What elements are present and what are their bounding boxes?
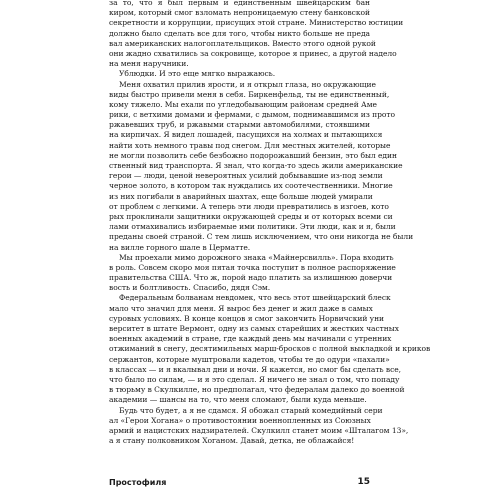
text-line: в роль. Совсем скоро моя пятая точка поступит в полное распоряжение: [109, 262, 396, 272]
text-line: черное золото, в котором так нуждались их соотечественники. Многие: [109, 181, 393, 191]
text-line: от проблем с легкими. А теперь эти люди превратились в изгоев, кото: [109, 201, 389, 211]
text-line: рых проклинали защитники окружающей среды и от которых всеми си: [109, 211, 393, 221]
text-line: академии — шансы на то, что меня сломают, были куда меньше.: [109, 395, 367, 405]
text-line: на кирпичах. Я видел лошадей, пасущихся на холмах и пытающихся: [109, 130, 383, 140]
text-line: в классах — и я вкалывал дни и ночи. Я кажется, но смог бы сделать все,: [109, 364, 402, 374]
text-line: ственный вид транспорта. Я знал, что когда-то здесь жили американские: [109, 161, 403, 170]
text-line: в тюрьму в Скулкилле, но предполагал, что федералам далеко до военной: [109, 385, 405, 395]
text-line: армий и нацистских надзирателей. Скулкилл станет моим «Шталагом 13»,: [109, 425, 409, 435]
text-line: верситет в штате Вермонт, одну из самых старейших и жестких частных: [109, 324, 399, 333]
text-line: виды быстро привели меня в себя. Биркенфельд, ты не единственный,: [109, 89, 390, 99]
text-line: они жадно схватились за сокровище, которое я принес, а другой надело: [109, 48, 397, 58]
text-line: герои — люди, ценой невероятных усилий добывавшие из-под земли: [109, 171, 383, 181]
text-line: найти хоть немного травы под снегом. Для местных жителей, которые: [109, 140, 391, 150]
text-line: Ублюдки. И это еще мягко выражаюсь.: [119, 69, 276, 79]
text-line: рики, с ветхими домами и фермами, с дымом, поднимавшимся из прото: [109, 110, 396, 120]
text-line: ал «Герои Хогана» о противостоянии военнопленных из Союзных: [109, 415, 371, 425]
text-line: должно было сделать все для того, чтобы никто больше не преда: [109, 28, 370, 38]
text-line: на меня наручники.: [109, 59, 189, 69]
text-line: лами отмахивались избираемые ими политики. Эти люди, как и я, были: [109, 222, 396, 232]
text-line: военных академий в стране, где каждый день мы начинали с утренних: [109, 334, 392, 344]
text-line: кому тяжело. Мы ехали по угледобывающим районам средней Аме: [109, 99, 377, 109]
text-line: Меня охватил прилив ярости, и я открыл глаза, но окружающие: [119, 79, 376, 89]
text-line: отжиманий в снегу, десятимильных марш-бросков с полной выкладкой и криков: [109, 344, 431, 354]
page-footer: [109, 478, 370, 492]
text-line: а я стану полковником Хоганом. Давай, детка, не облажайся!: [109, 436, 355, 446]
page-body-text: [109, 0, 431, 446]
text-line: суровых условиях. В конце концов я смог закончить Норвичский уни: [109, 313, 385, 323]
running-title: Простофиля: [109, 478, 167, 487]
text-line: Будь что будет, а я не сдамся. Я обожал старый комедийный сери: [119, 405, 383, 415]
text-line: из них погибали в аварийных шахтах, еще больше людей умирали: [109, 191, 373, 201]
text-line: не могли позволить себе безбожно подорожавший бензин, это был един: [109, 150, 397, 160]
text-line: на вилле горного шале в Церматте.: [109, 242, 251, 252]
text-line: за то, что я был первым и единственным швейцарским бан: [109, 0, 370, 7]
text-line: секретности и коррупции, присущих этой стране. Министерство юстиции: [109, 18, 404, 28]
text-line: киром, который смог взломать непроницаемую стену банковской: [109, 8, 370, 18]
text-line: вость и болтливость. Спасибо, дядя Сэм.: [109, 283, 271, 293]
page-number: 15: [357, 477, 370, 487]
text-line: Федеральным болванам невдомек, что весь этот швейцарский блеск: [119, 293, 391, 303]
text-line: сержантов, которые муштровали кадетов, чтобы те до одури «пахали»: [109, 354, 390, 364]
text-line: вал американских налогоплательщиков. Вместо этого одной рукой: [109, 38, 376, 48]
text-line: мало что значил для меня. Я вырос без денег и жил даже в самых: [109, 303, 373, 313]
text-line: правительства США. Что ж, порой надо платить за излишнюю доверчи: [109, 273, 393, 283]
text-line: Мы проехали мимо дорожного знака «Майнерсвилль». Пора входить: [119, 252, 394, 262]
text-line: преданы своей страной. С тем лишь исключением, что они никогда не были: [109, 232, 414, 242]
text-line: ржавевших труб, и ржавыми старыми автомобилями, стоявшими: [109, 120, 370, 130]
book-page: [109, 0, 431, 500]
text-line: что было по силам, — и я это сделал. Я ничего не знал о том, что попаду: [109, 374, 400, 384]
